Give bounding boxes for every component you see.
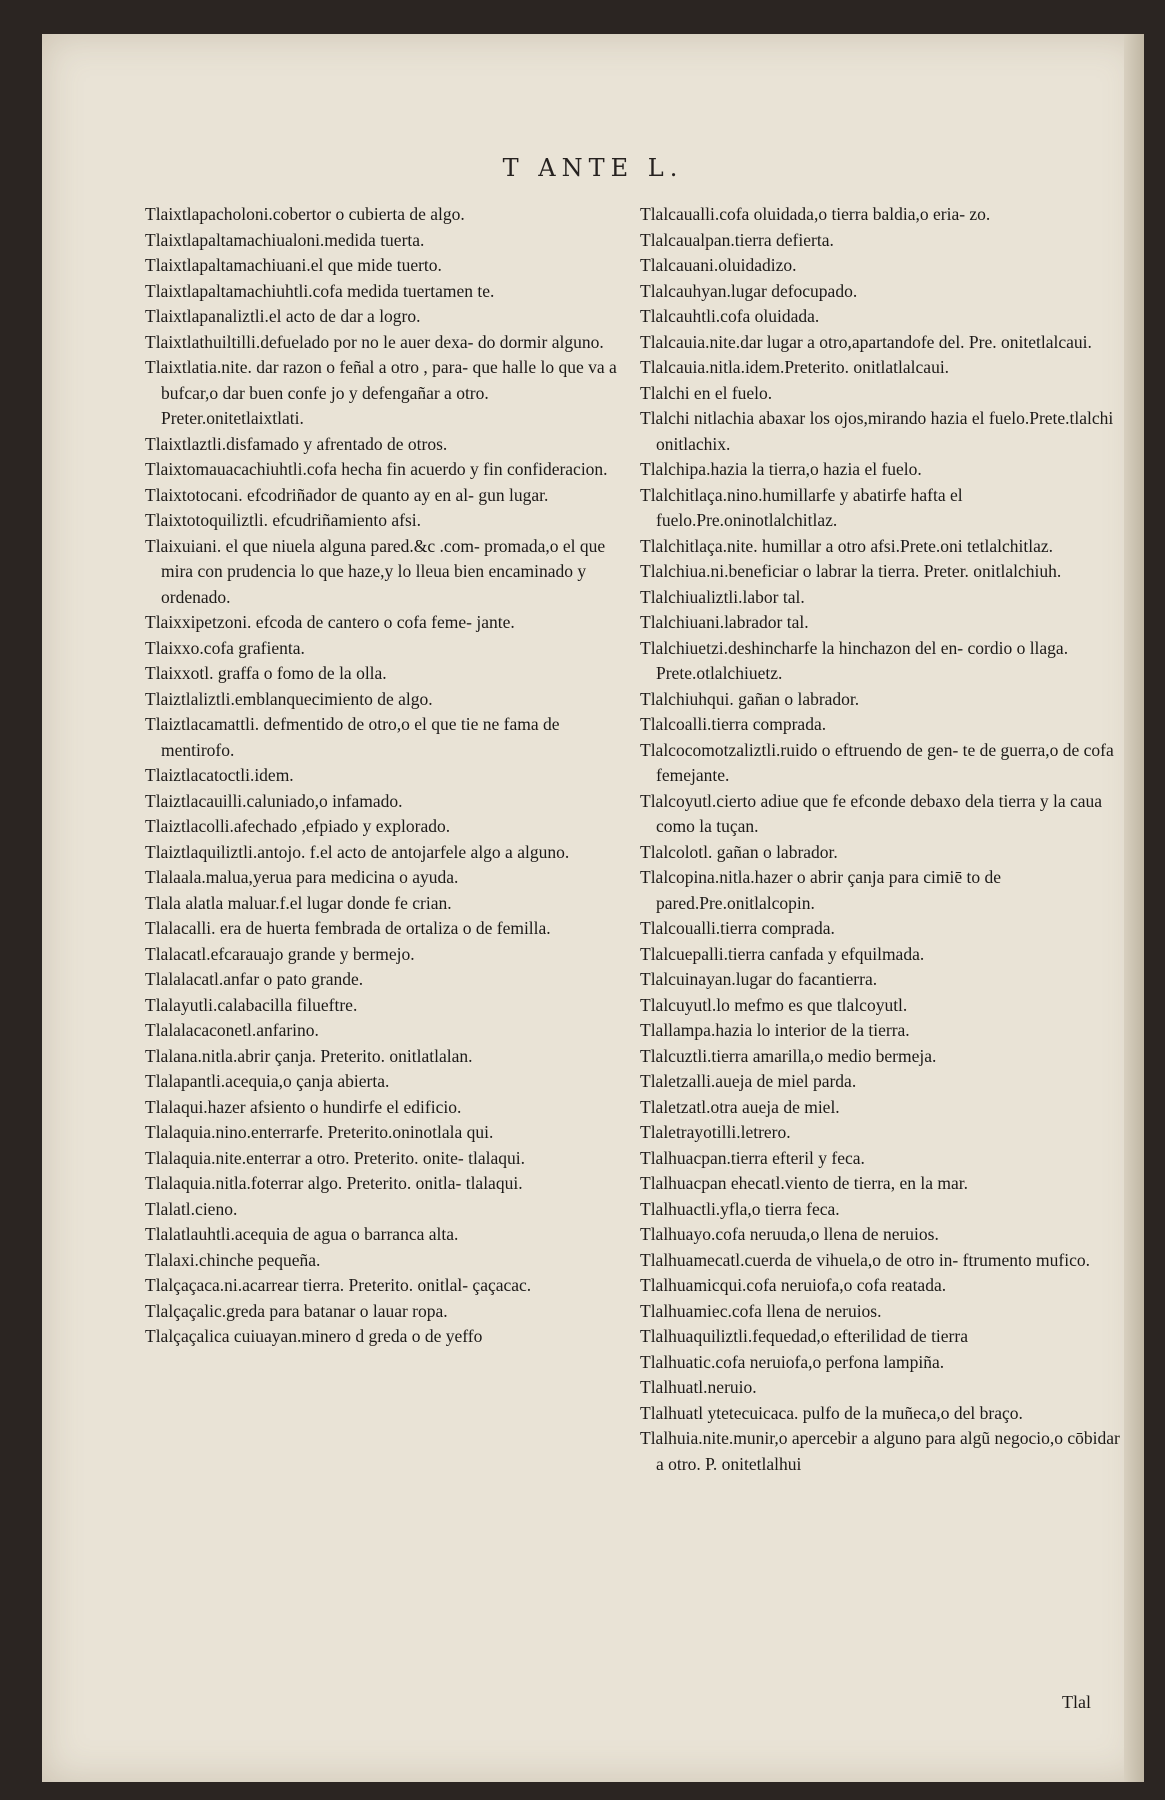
dictionary-entry: Tlallampa.hazia lo interior de la tierra. — [640, 1020, 910, 1040]
dictionary-entry: Tlalcauia.nitla.idem.Preterito. onitlatlalcaui. — [640, 357, 950, 377]
dictionary-entry: Tlaixtlapaltamachiuani.el que mide tuerto. — [145, 255, 442, 275]
dictionary-entry: Tlalcuinayan.lugar do facantierra. — [640, 969, 878, 989]
dictionary-entry: Tlalcuztli.tierra amarilla,o medio bermeja. — [640, 1045, 937, 1066]
dictionary-entry: Tlaixtlapanaliztli.el acto de dar a logro. — [145, 306, 421, 326]
dictionary-entry: Tlalacalli. era de huerta fembrada de ortaliza o de femilla. — [145, 918, 551, 938]
dictionary-entry: Tlaiztlacolli.afechado ,efpiado y explorado. — [145, 816, 451, 836]
dictionary-entry: Tlaiztlacamattli. defmentido de otro,o el que tie ne fama de mentirofo. — [145, 714, 560, 760]
dictionary-entry: Tlalcoualli.tierra comprada. — [640, 918, 835, 938]
dictionary-entry: Tlalcaualli.cofa oluidada,o tierra baldia,o eria- zo. — [640, 204, 991, 224]
dictionary-entry: Tlalhuia.nite.munir,o apercebir a alguno para algũ negocio,o cōbidar a otro. P. onitetlalhui — [640, 1428, 1120, 1474]
dictionary-entry: Tlalatl.cieno. — [145, 1198, 238, 1219]
dictionary-entry: Tlalcoyutl.cierto adiue que fe efconde debaxo dela tierra y la caua como la tuçan. — [640, 790, 1103, 836]
dictionary-entry: Tlalapantli.acequia,o çanja abierta. — [145, 1071, 390, 1091]
dictionary-entry: Tlalçaçaca.ni.acarrear tierra. Preterito. onitlal- çaçacac. — [145, 1275, 532, 1295]
dictionary-entry: Tlalhuaquiliztli.fequedad,o efterilidad de tierra — [640, 1326, 968, 1346]
dictionary-entry: Tlalchi en el fuelo. — [640, 382, 773, 403]
dictionary-entry: Tlalchiualiztli.labor tal. — [640, 586, 805, 607]
dictionary-entry: Tlaixtlatia.nite. dar razon o feñal a otro , para- que halle lo que va a bufcar,o dar buen confe jo y defengañar a otro. Preter.onitetlaixtlati. — [145, 357, 617, 428]
dictionary-entry: Tlalchipa.hazia la tierra,o hazia el fuelo. — [640, 459, 922, 479]
dictionary-entry: Tlalhuacpan.tierra efteril y feca. — [640, 1147, 865, 1168]
dictionary-entry: Tlalatlauhtli.acequia de agua o barranca alta. — [145, 1224, 459, 1244]
dictionary-entry: Tlalaquia.nitla.foterrar algo. Preterito. onitla- tlalaqui. — [145, 1173, 523, 1193]
dictionary-entry: Tlalayutli.calabacilla filueftre. — [145, 994, 358, 1015]
dictionary-entry: Tlaixtotoquiliztli. efcudriñamiento afsi. — [145, 510, 422, 530]
dictionary-entry: Tlaixxipetzoni. efcoda de cantero o cofa feme- jante. — [145, 612, 515, 632]
dictionary-entry: Tlalchiuhqui. gañan o labrador. — [640, 688, 860, 709]
dictionary-entry: Tlalhuacpan ehecatl.viento de tierra, en la mar. — [640, 1173, 968, 1193]
catchword: Tlal — [1062, 1692, 1091, 1712]
dictionary-entry: Tlaletzalli.aueja de miel parda. — [640, 1071, 857, 1091]
dictionary-entry: Tlaixtotocani. efcodriñador de quanto ay en al- gun lugar. — [145, 484, 549, 505]
dictionary-entry: Tlaletrayotilli.letrero. — [640, 1122, 791, 1142]
dictionary-entry: Tlalcauhtli.cofa oluidada. — [640, 306, 820, 326]
dictionary-entry: Tlalcopina.nitla.hazer o abrir çanja para cimiē to de pared.Pre.onitlalcopin. — [640, 867, 1001, 913]
dictionary-entry: Tlalchitlaça.nino.humillarfe y abatirfe hafta el fuelo.Pre.oninotlalchitlaz. — [640, 484, 963, 530]
dictionary-entry: Tlalhuatic.cofa neruiofa,o perfona lampiña. — [640, 1351, 945, 1372]
dictionary-entry: Tlala alatla maluar.f.el lugar donde fe crian. — [145, 892, 452, 913]
left-column — [145, 202, 635, 1350]
dictionary-entry: Tlaixtlaztli.disfamado y afrentado de otros. — [145, 433, 448, 454]
dictionary-entry: Tlalhuatl.neruio. — [640, 1377, 757, 1397]
dictionary-entry: Tlalaquia.nino.enterrarfe. Preterito.oninotlala qui. — [145, 1122, 494, 1142]
dictionary-entry: Tlalcauhyan.lugar defocupado. — [640, 280, 858, 301]
dictionary-entry: Tlaiztlacauilli.caluniado,o infamado. — [145, 790, 403, 811]
dictionary-entry: Tlaletzatl.otra aueja de miel. — [640, 1096, 840, 1117]
dictionary-entry: Tlaiztlaquiliztli.antojo. f.el acto de antojarfele algo a alguno. — [145, 841, 570, 862]
dictionary-entry: Tlalchitlaça.nite. humillar a otro afsi.Prete.oni tetlalchitlaz. — [640, 535, 1054, 556]
right-column — [640, 202, 1130, 1477]
dictionary-entry: Tlalcaualpan.tierra defierta. — [640, 229, 834, 250]
document-page — [42, 34, 1144, 1782]
running-header: T ANTE L. — [502, 154, 684, 182]
dictionary-entry: Tlalchiuani.labrador tal. — [640, 612, 809, 632]
dictionary-entry: Tlalaquia.nite.enterrar a otro. Preterito. onite- tlalaqui. — [145, 1147, 525, 1168]
dictionary-entry: Tlaixxotl. graffa o fomo de la olla. — [145, 663, 387, 683]
dictionary-entry: Tlalcocomotzaliztli.ruido o eftruendo de gen- te de guerra,o de cofa femejante. — [640, 739, 1114, 785]
dictionary-entry: Tlaixxo.cofa grafienta. — [145, 637, 305, 658]
dictionary-entry: Tlalchiua.ni.beneficiar o labrar la tierra. Preter. onitlalchiuh. — [640, 561, 1062, 581]
dictionary-entry: Tlaixuiani. el que niuela alguna pared.&c .com- promada,o el que mira con prudencia lo que haze,y lo lleua bien encaminado y ordenado. — [145, 535, 606, 607]
dictionary-entry: Tlalcuyutl.lo mefmo es que tlalcoyutl. — [640, 994, 908, 1015]
dictionary-entry: Tlaixtlapaltamachiuhtli.cofa medida tuertamen te. — [145, 280, 495, 301]
dictionary-entry: Tlalcuepalli.tierra canfada y efquilmada. — [640, 943, 925, 964]
dictionary-entry: Tlaixtlathuiltilli.defuelado por no le auer dexa- do dormir alguno. — [145, 331, 604, 352]
dictionary-entry: Tlalcauia.nite.dar lugar a otro,apartandofe del. Pre. onitetlalcaui. — [640, 331, 1092, 352]
dictionary-entry: Tlalçaçalic.greda para batanar o lauar ropa. — [145, 1300, 448, 1321]
dictionary-entry: Tlaiztlacatoctli.idem. — [145, 765, 294, 785]
dictionary-entry: Tlalhuamecatl.cuerda de vihuela,o de otro in- ftrumento mufico. — [640, 1249, 1090, 1270]
dictionary-entry: Tlaixtlapacholoni.cobertor o cubierta de algo. — [145, 204, 465, 224]
dictionary-entry: Tlalchi nitlachia abaxar los ojos,mirando hazia el fuelo.Prete.tlalchi onitlachix. — [640, 408, 1114, 454]
dictionary-entry: Tlalhuamicqui.cofa neruiofa,o cofa reatada. — [640, 1275, 947, 1295]
dictionary-entry: Tlalaqui.hazer afsiento o hundirfe el edificio. — [145, 1096, 462, 1117]
dictionary-entry: Tlalhuatl ytetecuicaca. pulfo de la muñeca,o del braço. — [640, 1402, 1023, 1423]
dictionary-entry: Tlaixtomauacachiuhtli.cofa hecha fin acuerdo y fin confideracion. — [145, 459, 608, 479]
dictionary-entry: Tlalhuactli.yfla,o tierra feca. — [640, 1198, 840, 1219]
dictionary-entry: Tlalaala.malua,yerua para medicina o ayuda. — [145, 867, 459, 887]
dictionary-entry: Tlalalacaconetl.anfarino. — [145, 1020, 319, 1040]
dictionary-entry: Tlalalacatl.anfar o pato grande. — [145, 969, 364, 989]
dictionary-entry: Tlalcauani.oluidadizo. — [640, 255, 797, 275]
dictionary-entry: Tlalchiuetzi.deshincharfe la hinchazon del en- cordio o llaga. Prete.otlalchiuetz. — [640, 637, 1069, 683]
dictionary-entry: Tlalaxi.chinche pequeña. — [145, 1249, 321, 1270]
dictionary-entry: Tlalcolotl. gañan o labrador. — [640, 841, 838, 862]
dictionary-entry: Tlaiztlaliztli.emblanquecimiento de algo. — [145, 688, 433, 709]
dictionary-entry: Tlalçaçalica cuiuayan.minero d greda o de yeffo — [145, 1326, 483, 1346]
dictionary-entry: Tlalhuamiec.cofa llena de neruios. — [640, 1300, 882, 1321]
dictionary-entry: Tlalana.nitla.abrir çanja. Preterito. onitlatlalan. — [145, 1045, 473, 1066]
dictionary-entry: Tlalacatl.efcarauajo grande y bermejo. — [145, 943, 415, 964]
dictionary-entry: Tlalcoalli.tierra comprada. — [640, 714, 827, 734]
dictionary-entry: Tlaixtlapaltamachiualoni.medida tuerta. — [145, 229, 425, 250]
dictionary-entry: Tlalhuayo.cofa neruuda,o llena de neruios. — [640, 1224, 939, 1244]
